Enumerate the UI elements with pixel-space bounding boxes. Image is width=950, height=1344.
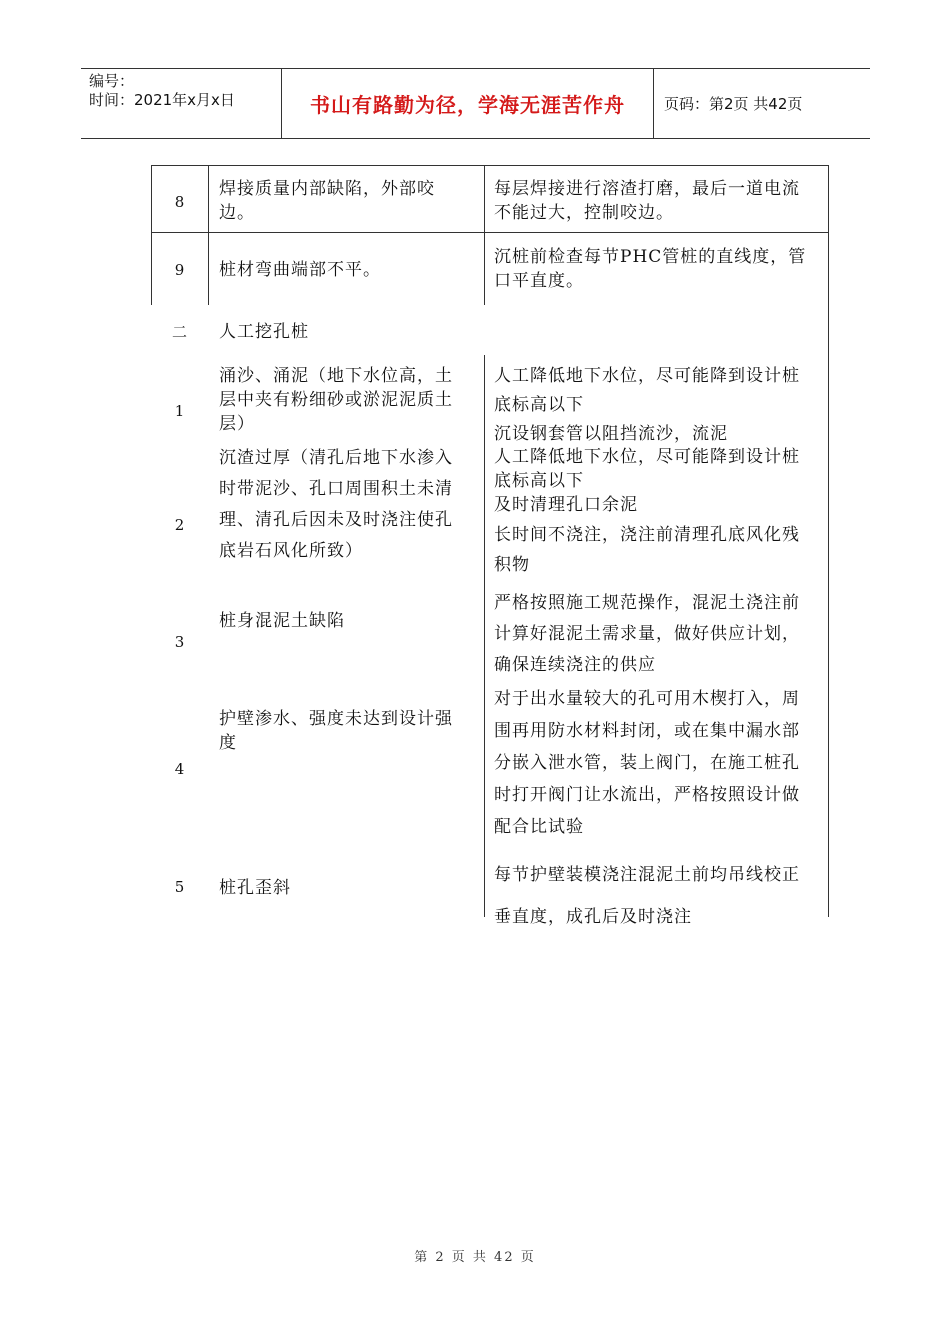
section-title: 人工挖孔桩 (219, 322, 309, 342)
text-line: 确保连续浇注的供应 (494, 655, 656, 675)
defect-description (219, 177, 481, 225)
defect-description (219, 443, 481, 567)
prevention-measure (494, 683, 824, 843)
text-line: 人工降低地下水位，尽可能降到设计桩 (494, 447, 800, 467)
text-line: 理、清孔后因未及时浇注使孔 (219, 510, 453, 530)
prevention-measure (494, 362, 824, 449)
prevention-measure (494, 588, 824, 681)
text-line: 分嵌入泄水管，装上阀门，在施工桩孔 (494, 753, 800, 773)
text-line: 度 (219, 733, 237, 753)
time-label: 时间：2021年x月x日 (89, 91, 235, 109)
defect-description (219, 707, 481, 755)
defect-description (219, 609, 481, 633)
text-line: 垂直度，成孔后及时浇注 (494, 907, 692, 927)
text-line: 长时间不浇注，浇注前清理孔底风化残 (494, 525, 800, 545)
header-meta (81, 69, 282, 138)
section-number: 二 (171, 323, 188, 341)
row-number: 3 (174, 633, 186, 651)
text-line: 沉设钢套管以阻挡流沙，流泥 (494, 424, 728, 444)
table-left-border (151, 165, 152, 305)
row-number: 8 (174, 193, 186, 211)
text-line: 口平直度。 (494, 271, 584, 291)
text-line: 底岩石风化所致） (219, 541, 363, 561)
prevention-measure (494, 177, 824, 225)
column-divider (484, 355, 485, 917)
header-motto: 书山有路勤为径，学海无涯苦作舟 (282, 69, 654, 138)
table-right-border (828, 165, 829, 917)
text-line: 计算好混泥土需求量，做好供应计划， (494, 624, 800, 644)
text-line: 配合比试验 (494, 817, 584, 837)
text-line: 每层焊接进行溶渣打磨，最后一道电流 (494, 179, 800, 199)
text-line: 不能过大，控制咬边。 (494, 203, 674, 223)
code-label: 编号： (89, 72, 135, 90)
text-line: 对于出水量较大的孔可用木楔打入，周 (494, 689, 800, 709)
text-line: 沉桩前检查每节PHC管桩的直线度，管 (494, 247, 807, 267)
text-line: 层） (219, 414, 255, 434)
text-line: 边。 (219, 203, 255, 223)
text-line: 严格按照施工规范操作，混泥土浇注前 (494, 593, 800, 613)
text-line: 时带泥沙、孔口周围积土未清 (219, 479, 453, 499)
text-line: 每节护壁装模浇注混泥土前均吊线校正 (494, 865, 800, 885)
text-line: 积物 (494, 555, 530, 575)
defect-description (219, 364, 481, 436)
text-line: 层中夹有粉细砂或淤泥泥质土 (219, 390, 453, 410)
prevention-measure (494, 245, 824, 293)
prevention-measure (494, 854, 824, 938)
prevention-measure (494, 445, 824, 577)
text-line: 围再用防水材料封闭，或在集中漏水部 (494, 721, 800, 741)
page-footer: 第 2 页 共 42 页 (414, 1250, 536, 1265)
row-number: 2 (174, 516, 186, 534)
text-line: 桩身混泥土缺陷 (219, 611, 345, 631)
text-line: 人工降低地下水位，尽可能降到设计桩 (494, 366, 800, 386)
text-line: 底标高以下 (494, 395, 584, 415)
text-line: 沉渣过厚（清孔后地下水渗入 (219, 448, 453, 468)
row-divider (151, 232, 829, 233)
text-line: 时打开阀门让水流出，严格按照设计做 (494, 785, 800, 805)
text-line: 焊接质量内部缺陷，外部咬 (219, 179, 435, 199)
defect-description (219, 258, 481, 282)
table-top-border (151, 165, 829, 166)
text-line: 桩材弯曲端部不平。 (219, 260, 381, 280)
document-header (81, 68, 870, 139)
text-line: 涌沙、涌泥（地下水位高，土 (219, 366, 453, 386)
column-divider (484, 165, 485, 305)
text-line: 桩孔歪斜 (219, 878, 291, 898)
row-number: 9 (174, 261, 186, 279)
row-number: 5 (174, 878, 186, 896)
text-line: 护壁渗水、强度未达到设计强 (219, 709, 453, 729)
defect-description (219, 876, 481, 900)
text-line: 及时清理孔口余泥 (494, 495, 638, 515)
header-page-info: 页码：第2页 共42页 (664, 95, 803, 113)
row-number: 1 (174, 402, 186, 420)
text-line: 底标高以下 (494, 471, 584, 491)
row-number: 4 (174, 760, 186, 778)
column-divider (208, 165, 209, 305)
